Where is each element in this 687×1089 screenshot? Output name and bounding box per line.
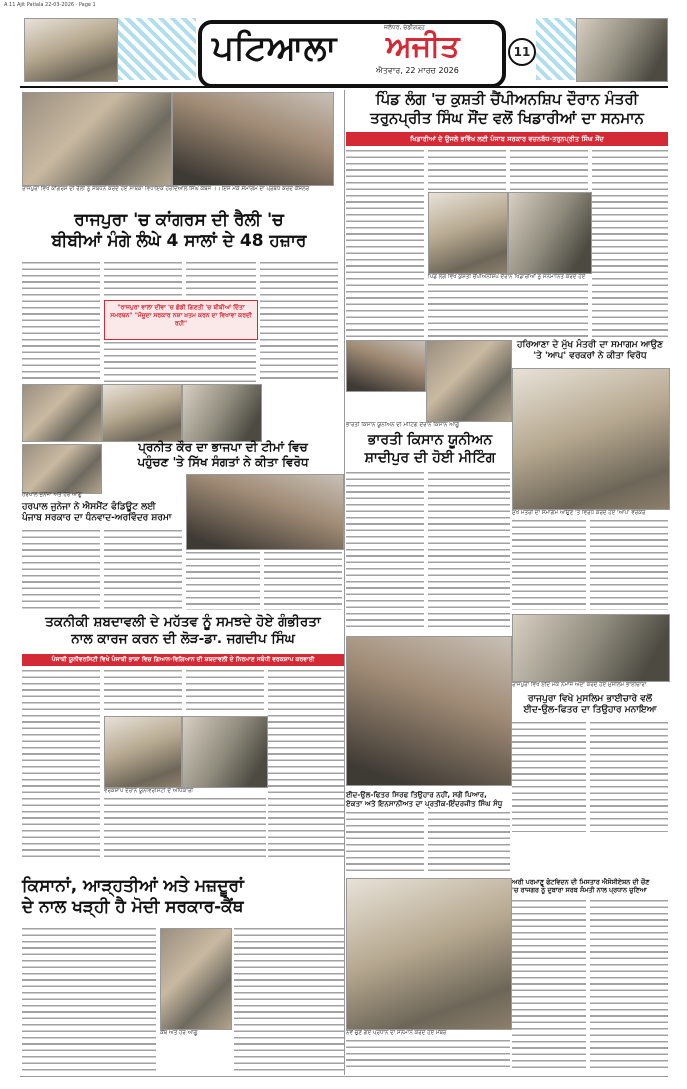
farmers-union-caption: ਭਾਰਤੀ ਕਿਸਾਨ ਯੂਨੀਅਨ ਦੀ ਮੀਟਿੰਗ ਦੌਰਾਨ ਕਿਸਾਨ ਆਗੂ [346,422,460,428]
rally-photo-caption: ਰਾਜਪੁਰਾ ਵਿਖੇ ਕਾਂਗਰਸ ਦੀ ਰੈਲੀ ਨੂੰ ਸੰਬੋਧਨ ਕਰਦੇ ਹੋਏ ਸਾਬਕਾ ਵਿਧਾਇਕ ਹਰਦਿਆਲ ਸਿੰਘ ਕੰਬੋਜ ।। ਇਸ ਮੌਕੇ ਸਮਾਗਮ ਦਾ ਪ੍ਰਬੰਧ ਕਰਦੇ ਕੌਂਸਲਰ [22,186,310,192]
masthead-right-pattern [536,18,576,80]
farmers-modi-line1: ਕਿਸਾਨਾਂ, ਆੜ੍ਹਤੀਆਂ ਅਤੇ ਮਜ਼ਦੂਰਾਂ [22,876,244,896]
rally-photo-5 [182,384,262,442]
wrestling-headline-line2: ਤਰੁਨਪ੍ਰੀਤ ਸਿੰਘ ਸੌਂਦ ਵਲੋਂ ਖਿਡਾਰੀਆਂ ਦਾ ਸਨਮਾਨ [370,108,644,127]
rally-pull-quote-text: "ਰਾਜਪੁਰਾ ਵਾਲਾ ਦੀਵਾ 'ਚ ਛੱਡੀ ਗਿਣਤੀ 'ਚ ਬੀਬੀਆਂ ਦਿੱਤਾ ਸਮਰਥਨ" "ਮੌਜੂਦਾ ਸਰਕਾਰ ਨਸ਼ਾ ਖ਼ਤਮ ਕਰਨ ਦਾ ਵਿਖਾਵਾ ਕਰਦੀ ਰਹੀ" [110,304,252,327]
technical-caption: ਵਰਕਸ਼ਾਪ ਦੌਰਾਨ ਯੂਨੀਵਰਸਿਟੀ ਦੇ ਅਧਿਕਾਰੀ [104,788,194,794]
farmers-modi-line2: ਦੇ ਨਾਲ ਖੜ੍ਹੀ ਹੈ ਮੋਦੀ ਸਰਕਾਰ-ਕੈਂਥ [22,897,244,918]
rally-text-col-2 [104,262,182,298]
wrestling-subhead: ਖਿਡਾਰੀਆਂ ਦੇ ਉਜਲੇ ਭਵਿੱਖ ਲਈ ਪੰਜਾਬ ਸਰਕਾਰ ਵਚਨਬੱਧ-ਤਰੁਨਪ੍ਰੀਤ ਸਿੰਘ ਸੌਂਦ [346,132,668,146]
masthead-date: ਐਤਵਾਰ, 22 ਮਾਰਚ 2026 [376,66,459,75]
harpal-text-col-1 [22,530,100,610]
technical-text-col-5 [104,798,266,860]
farmers-modi-headline [22,876,344,919]
wrestling-col-3 [510,150,588,190]
eid-line2: ਈਦ-ਉਲ-ਫਿਤਰ ਦਾ ਤਿਉਹਾਰ ਮਨਾਇਆ [523,705,657,716]
farmers-union-photo-2 [426,340,512,422]
rally-photo-2 [172,92,334,186]
wrestling-photo-1 [428,192,508,274]
rally-text-col-3 [186,262,256,298]
farmers-union-col-2 [428,472,510,632]
eid-line1: ਰਾਜਪੁਰਾ ਵਿਖੇ ਮੁਸਲਿਮ ਭਾਈਚਾਰੇ ਵਲੋਂ [528,694,652,704]
rally-headline [24,210,334,253]
wrestling-photo-2 [508,192,592,274]
protest-bjp-headline-block [104,440,342,470]
harpal-photo [22,444,102,494]
kenth-caption: ਕੈਂਥ ਅਤੇ ਹੋਰ ਆਗੂ [160,1030,198,1036]
haryana-col-2 [590,520,668,610]
rally-photo-1 [22,92,172,186]
rally-text-col-4 [260,262,338,382]
haryana-line1: ਹਰਿਆਣਾ ਦੇ ਮੁੱਖ ਮੰਤਰੀ ਦਾ ਸਮਾਗਮ ਆਉਣ [517,340,663,350]
protest-bjp-line2: ਪਹੁੰਚਣ 'ਤੇ ਸਿੱਖ ਸੰਗਤਾਂ ਨੇ ਕੀਤਾ ਵਿਰੋਧ [137,455,309,469]
farmers-union-line2: ਸ਼ਾਦੀਪੁਰ ਦੀ ਹੋਈ ਮੀਟਿੰਗ [364,449,496,466]
kenth-photo [160,928,232,1030]
masthead-section-title: ਪਟਿਆਲਾ [212,28,337,68]
protest-text-col-2 [264,552,342,610]
rally-photo-4 [102,384,182,442]
farmers-union-photo-1 [346,340,426,392]
masthead-left-photo [24,18,118,82]
page-meta: A 11 Ajit Patiala 22-03-2026 · Page 1 [4,2,96,8]
admin-caption: ਨਵੇਂ ਚੁਣੇ ਗਏ ਪ੍ਰਧਾਨ ਦਾ ਸਨਮਾਨ ਕਰਦੇ ਹੋਏ ਮੈਂਬਰ [346,1030,447,1036]
admin-headline [512,878,668,894]
masthead-left-pattern [118,18,196,80]
technical-text-col-1 [22,670,100,860]
masthead-tagline: ਜਲੰਧਰ, ਚੰਡੀਗੜ੍ਹ [384,24,425,31]
center-divider [344,90,345,1075]
eid-speech-photo [346,636,512,786]
rally-headline-line1: ਰਾਜਪੁਰਾ 'ਚ ਕਾਂਗਰਸ ਦੀ ਰੈਲੀ 'ਚ [74,210,284,230]
eid-speech-col-2 [428,812,510,872]
bottom-rule [20,1076,668,1077]
farmers-union-line1: ਭਾਰਤੀ ਕਿਸਾਨ ਯੂਨੀਅਨ [367,432,493,448]
farmers-union-col-1 [346,472,424,632]
eid-photo [512,614,670,682]
eid-caption: ਰਾਜਪੁਰਾ ਵਿਖੇ ਈਦ ਮੌਕੇ ਨਮਾਜ਼ ਅਦਾ ਕਰਦੇ ਹੋਏ ਮੁਸਲਿਮ ਭਾਈਚਾਰਾ [512,682,647,688]
harpal-text-col-2 [104,530,182,610]
protest-bjp-line1: ਪ੍ਰਨੀਤ ਕੌਰ ਦਾ ਭਾਜਪਾ ਦੀ ਟੀਮਾਂ ਵਿਚ [138,440,308,454]
technical-text-col-2 [104,670,182,714]
technical-headline-line2: ਨਾਲ ਕਾਰਜ ਕਰਨ ਦੀ ਲੋੜ-ਡਾ. ਜਗਦੀਪ ਸਿੰਘ [71,630,295,647]
technical-headline-line1: ਤਕਨੀਕੀ ਸ਼ਬਦਾਵਲੀ ਦੇ ਮਹੱਤਵ ਨੂੰ ਸਮਝਦੇ ਹੋਏ ਗੰਭੀਰਤਾ [45,614,321,630]
masthead-right-photo [576,18,668,82]
wrestling-col-4 [592,150,668,338]
masthead [16,14,671,84]
admin-line1: ਅਰੀ ਪਰਮਾਣੂ ਫੋਟਵਿਦਨ ਦੀ ਮਿਸਤਾਰ ਐਸੋਸੀਏਸ਼ਨ ਦੀ ਚੌਣ [512,878,650,886]
rally-photo-3 [22,384,102,442]
haryana-line2: 'ਤੇ 'ਆਪ' ਵਰਕਰਾਂ ਨੇ ਕੀਤਾ ਵਿਰੋਧ [533,351,647,362]
eid-headline [512,694,668,717]
technical-headline [22,614,344,648]
admin-photo [346,878,512,1030]
wrestling-headline [346,90,668,128]
technical-text-col-4 [268,670,344,860]
admin-col-3 [346,1040,510,1070]
harpal-caption: ਹਰਪਾਲ ਜੁਨੇਜਾ ਅਤੇ ਹੋਰ ਆਗੂ [22,492,82,498]
harpal-headline-line2: ਪੰਜਾਬ ਸਰਕਾਰ ਦਾ ਧੰਨਵਾਦ-ਅਰਵਿੰਦਰ ਸ਼ਰਮਾ [22,513,172,524]
admin-col-1 [512,900,586,1070]
technical-subhead: ਪੰਜਾਬੀ ਯੂਨੀਵਰਸਿਟੀ ਵਿਖੇ ਪੰਜਾਬੀ ਭਾਸ਼ਾ ਵਿਚ ਗਿਆਨ-ਵਿਗਿਆਨ ਦੀ ਸ਼ਬਦਾਵਲੀ ਦੇ ਨਿਰਮਾਣ ਸਬੰਧੀ ਵਰਕਸ਼ਾਪ ਕਰਵਾਈ [22,654,344,666]
admin-col-2 [590,900,668,1070]
rally-pull-quote [104,300,258,340]
protest-text-col-1 [186,552,260,610]
page-number: 11 [508,38,536,66]
technical-text-col-3 [186,670,264,714]
eid-speech-line1: ਈਦ-ਉਲ-ਫਿਤਰ ਸਿਰਫ ਤਿਉਹਾਰ ਨਹੀਂ, ਸਗੋਂ ਪਿਆਰ, [346,790,487,799]
haryana-photo [512,368,670,510]
haryana-caption: ਮੁੱਖ ਮੰਤਰੀ ਦਾ ਸਮਾਗਮ ਆਉਣ 'ਤੇ ਵਿਰੋਧ ਕਰਦੇ ਹੋਏ 'ਆਪ' ਵਰਕਰ [512,510,646,516]
farmers-modi-col-1 [22,928,156,1072]
technical-photo-2 [182,716,268,788]
haryana-headline [512,340,668,363]
haryana-col-1 [512,520,586,610]
wrestling-headline-line1: ਪਿੰਡ ਲੰਗ 'ਚ ਕੁਸ਼ਤੀ ਚੈਂਪੀਅਨਸ਼ਿਪ ਦੌਰਾਨ ਮੰਤਰੀ [375,90,639,108]
harpal-headline [22,502,182,525]
masthead-paper-name: ਅਜੀਤ [386,29,460,64]
technical-photo-1 [104,716,182,788]
wrestling-caption: ਪਿੰਡ ਲੰਗ ਵਿਖੇ ਕੁਸ਼ਤੀ ਚੈਂਪੀਅਨਸ਼ਿਪ ਦੌਰਾਨ ਖਿਡਾਰੀਆਂ ਨੂੰ ਸਨਮਾਨਿਤ ਕਰਦੇ ਹੋਏ [428,274,586,280]
eid-speech-col-1 [346,812,424,872]
wrestling-col-5 [428,284,588,338]
wrestling-col-2 [428,150,506,190]
masthead-rule [20,86,668,88]
eid-col-2 [590,722,668,832]
eid-col-1 [512,722,586,832]
wrestling-col-1 [346,150,424,338]
farmers-union-headline [346,432,514,467]
harpal-headline-line1: ਹਰਪਾਲ ਜੁਨੇਜਾ ਨੇ ਐਸਮੈਂਟ ਫੰਡਿਊਟ ਲਈ [22,502,156,512]
eid-speech-line2: ਏਕਤਾ ਅਤੇ ਇਨਸਾਨੀਅਤ ਦਾ ਪ੍ਰਤੀਕ-ਇੰਦਰਜੀਤ ਸਿੰਘ ਸੰਧੂ [346,799,503,808]
protest-bjp-photo [186,474,344,550]
eid-speech-headline [346,790,510,808]
rally-headline-line2: ਬੀਬੀਆਂ ਮੰਗੇ ਲੰਘੇ 4 ਸਾਲਾਂ ਦੇ 48 ਹਜ਼ਾਰ [51,231,307,252]
rally-text-col-1 [22,262,100,382]
admin-line2: 'ਚ ਰਾਜਗਰ ਨੂੰ ਦੁਬਾਰਾ ਸਰਬ ਸੰਮਤੀ ਨਾਲ ਪ੍ਰਧਾਨ ਚੁਣਿਆ [512,886,647,894]
rally-text-col-5 [104,342,256,382]
farmers-modi-col-2 [234,928,344,1072]
